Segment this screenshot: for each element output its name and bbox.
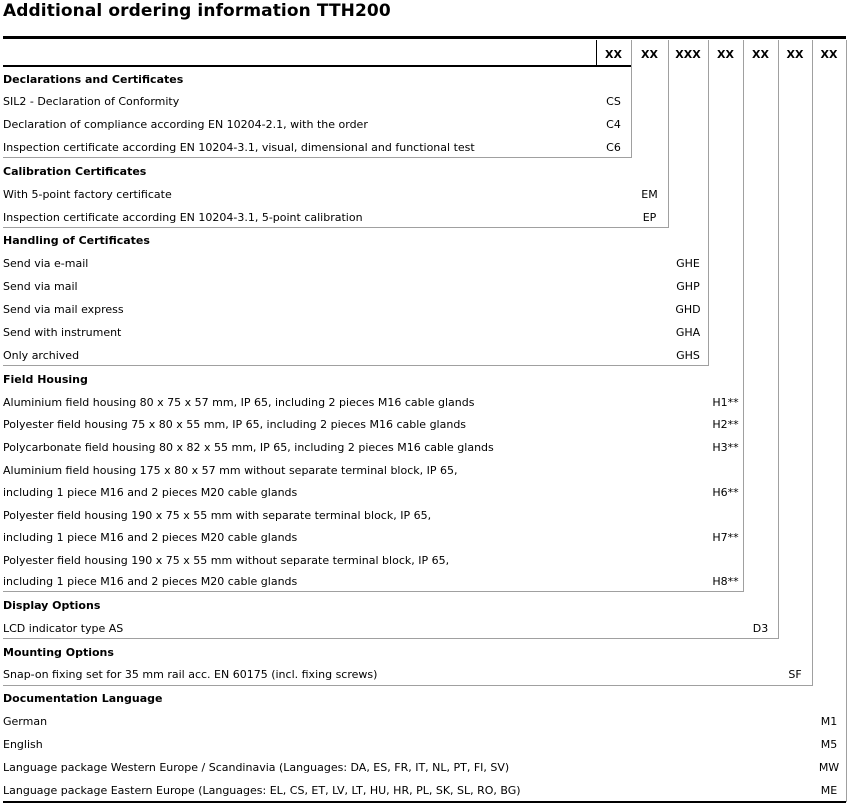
section-rule bbox=[3, 638, 778, 639]
option-label: German bbox=[3, 715, 48, 728]
option-label: Aluminium field housing 175 x 80 x 57 mm without separate terminal block, IP 65, bbox=[3, 464, 458, 477]
top-rule bbox=[3, 36, 846, 39]
option-label: Send via mail bbox=[3, 280, 78, 293]
column-header: XX bbox=[820, 48, 838, 61]
section-title: Calibration Certificates bbox=[3, 165, 147, 178]
option-label: Polyester field housing 190 x 75 x 55 mm with separate terminal block, IP 65, bbox=[3, 509, 432, 522]
option-code: ME bbox=[820, 784, 838, 797]
option-label: Polyester field housing 75 x 80 x 55 mm, IP 65, including 2 pieces M16 cable glands bbox=[3, 418, 467, 431]
section-title: Field Housing bbox=[3, 373, 88, 386]
section-title: Mounting Options bbox=[3, 646, 114, 659]
option-code: GHP bbox=[676, 280, 700, 293]
column-divider bbox=[778, 40, 779, 639]
option-label: English bbox=[3, 738, 43, 751]
option-code: H6** bbox=[712, 486, 739, 499]
option-code: D3 bbox=[752, 622, 769, 635]
column-header: XX bbox=[786, 48, 804, 61]
option-label: LCD indicator type AS bbox=[3, 622, 124, 635]
option-label: With 5-point factory certificate bbox=[3, 188, 172, 201]
option-label-continued: including 1 piece M16 and 2 pieces M20 cable glands bbox=[3, 531, 298, 544]
option-label: Inspection certificate according EN 10204-3.1, visual, dimensional and functional test bbox=[3, 141, 475, 154]
option-label-continued: including 1 piece M16 and 2 pieces M20 cable glands bbox=[3, 575, 298, 588]
option-code: GHA bbox=[675, 326, 701, 339]
column-divider bbox=[812, 40, 813, 686]
option-code: C4 bbox=[606, 118, 621, 131]
option-label: SIL2 - Declaration of Conformity bbox=[3, 95, 180, 108]
option-label: Language package Western Europe / Scandinavia (Languages: DA, ES, FR, IT, NL, PT, FI, SV) bbox=[3, 761, 510, 774]
option-code: MW bbox=[818, 761, 840, 774]
option-label: Inspection certificate according EN 10204-3.1, 5-point calibration bbox=[3, 211, 363, 224]
option-code: M5 bbox=[820, 738, 838, 751]
option-code: EM bbox=[641, 188, 658, 201]
section-rule bbox=[3, 591, 743, 592]
option-label-continued: including 1 piece M16 and 2 pieces M20 cable glands bbox=[3, 486, 298, 499]
column-divider bbox=[668, 40, 669, 228]
option-label: Polycarbonate field housing 80 x 82 x 55 mm, IP 65, including 2 pieces M16 cable glands bbox=[3, 441, 494, 454]
section-rule bbox=[3, 801, 846, 803]
column-divider bbox=[631, 40, 632, 158]
column-header: XXX bbox=[675, 48, 701, 61]
option-label: Send via mail express bbox=[3, 303, 124, 316]
section-rule bbox=[3, 157, 631, 158]
option-code: CS bbox=[606, 95, 621, 108]
column-divider bbox=[708, 40, 709, 366]
section-title: Display Options bbox=[3, 599, 101, 612]
section-rule bbox=[3, 365, 708, 366]
option-label: Snap-on fixing set for 35 mm rail acc. EN 60175 (incl. fixing screws) bbox=[3, 668, 378, 681]
option-code: EP bbox=[642, 211, 657, 224]
option-code: H7** bbox=[712, 531, 739, 544]
option-code: H2** bbox=[712, 418, 739, 431]
option-code: GHS bbox=[676, 349, 700, 362]
column-header: XX bbox=[605, 48, 622, 61]
option-label: Language package Eastern Europe (Languages: EL, CS, ET, LV, LT, HU, HR, PL, SK, SL, RO, BG) bbox=[3, 784, 521, 797]
option-code: GHD bbox=[675, 303, 701, 316]
option-label: Send with instrument bbox=[3, 326, 122, 339]
section-title: Documentation Language bbox=[3, 692, 163, 705]
column-header: XX bbox=[752, 48, 769, 61]
column-header: XX bbox=[717, 48, 734, 61]
page-title: Additional ordering information TTH200 bbox=[3, 1, 391, 21]
option-code: H8** bbox=[712, 575, 739, 588]
section-rule bbox=[3, 227, 668, 228]
option-code: SF bbox=[788, 668, 802, 681]
column-header: XX bbox=[641, 48, 658, 61]
column-divider bbox=[596, 40, 597, 67]
section-title: Handling of Certificates bbox=[3, 234, 150, 247]
option-label: Aluminium field housing 80 x 75 x 57 mm, IP 65, including 2 pieces M16 cable glands bbox=[3, 396, 475, 409]
option-code: M1 bbox=[820, 715, 838, 728]
option-label: Polyester field housing 190 x 75 x 55 mm without separate terminal block, IP 65, bbox=[3, 554, 450, 567]
option-label: Only archived bbox=[3, 349, 80, 362]
section-rule bbox=[3, 685, 812, 686]
column-divider bbox=[846, 40, 847, 802]
section-title: Declarations and Certificates bbox=[3, 73, 184, 86]
option-code: C6 bbox=[606, 141, 621, 154]
header-rule bbox=[3, 65, 631, 67]
option-code: GHE bbox=[676, 257, 700, 270]
option-code: H3** bbox=[712, 441, 739, 454]
option-label: Send via e-mail bbox=[3, 257, 89, 270]
column-divider bbox=[743, 40, 744, 592]
option-label: Declaration of compliance according EN 10204-2.1, with the order bbox=[3, 118, 368, 131]
option-code: H1** bbox=[712, 396, 739, 409]
